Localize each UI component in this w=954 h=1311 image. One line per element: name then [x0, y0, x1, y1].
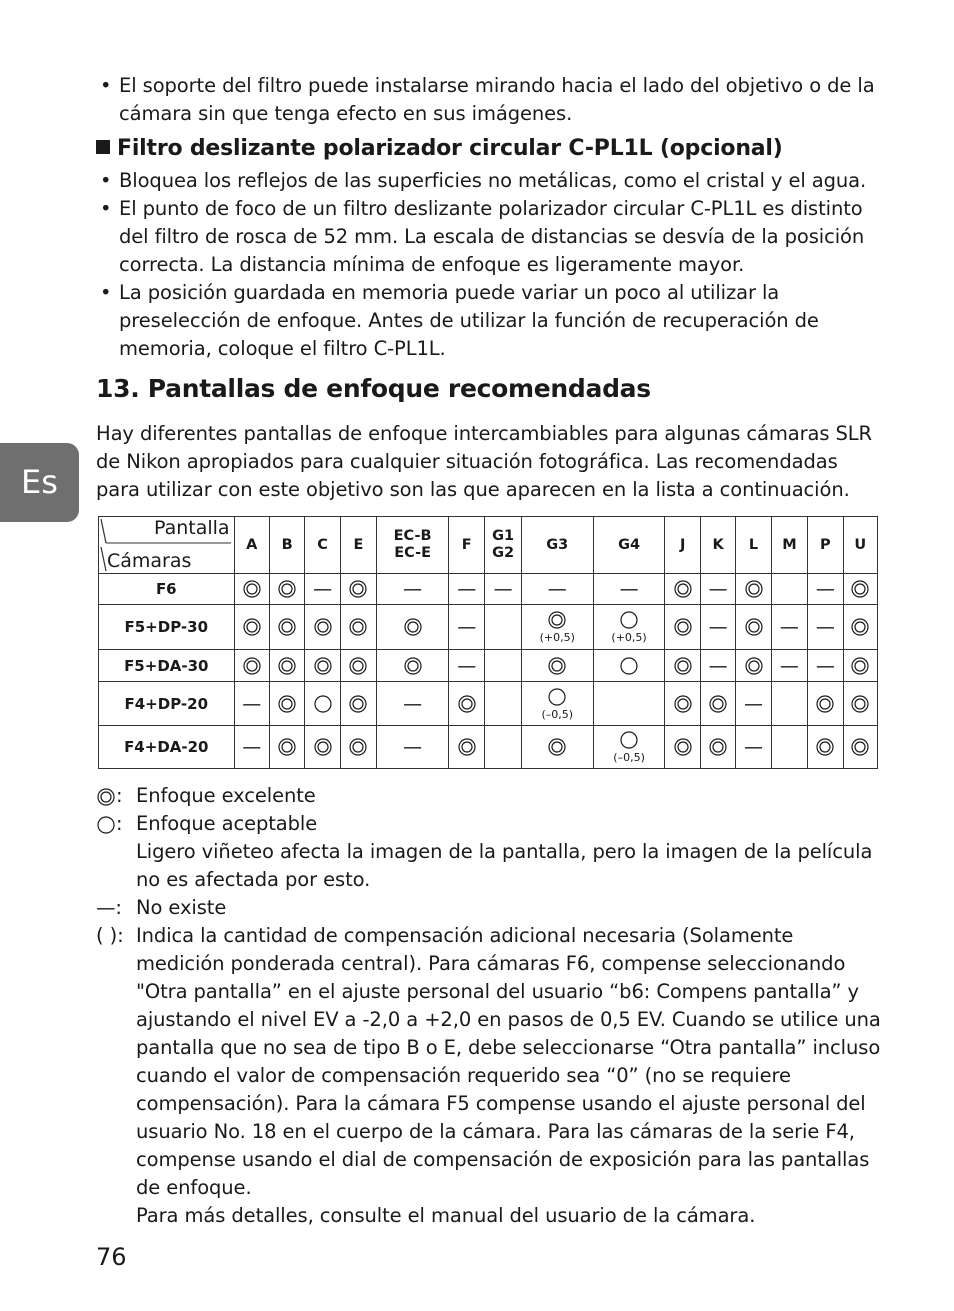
- compat-cell: [593, 682, 665, 726]
- compat-cell: [771, 605, 807, 650]
- filter-heading-text: Filtro deslizante polarizador circular C-PL1L (opcional): [117, 136, 783, 161]
- compat-cell: [665, 574, 700, 605]
- compat-cell: [485, 605, 521, 650]
- compat-cell: [377, 726, 449, 769]
- excellent-focus-icon: [277, 656, 297, 676]
- compat-cell: [269, 726, 304, 769]
- compensation-note: (+0,5): [539, 631, 575, 644]
- legend-acceptable-detail: Ligero viñeteo afecta la imagen de la pantalla, pero la imagen de la película no es afectada por esto.: [136, 840, 873, 891]
- corner-label-screens: Pantalla: [153, 517, 230, 539]
- compat-cell: [305, 682, 340, 726]
- excellent-focus-icon: [708, 694, 728, 714]
- compat-cell: [593, 650, 665, 682]
- column-header: U: [843, 517, 877, 574]
- not-available-dash: —: [493, 578, 513, 600]
- column-header: E: [340, 517, 376, 574]
- compat-cell: [593, 574, 665, 605]
- legend-key: :: [96, 810, 136, 838]
- excellent-focus-icon: [673, 617, 693, 637]
- not-available-dash: —: [242, 692, 262, 715]
- excellent-focus-icon: [403, 656, 423, 676]
- legend-paren: [96, 922, 886, 1202]
- bullet-item: • El soporte del filtro puede instalarse mirando hacia el lado del objetivo o de la cámara sin que tenga efecto en sus imágenes.: [100, 72, 880, 128]
- not-available-dash: —: [242, 736, 262, 758]
- legend-none-text: No existe: [136, 896, 227, 919]
- compat-cell: [808, 682, 843, 726]
- compat-cell: [340, 605, 376, 650]
- camera-label: F5+DA-30: [99, 650, 235, 682]
- excellent-focus-icon: [850, 694, 870, 714]
- compat-cell: [736, 726, 771, 769]
- compat-cell: [340, 682, 376, 726]
- excellent-focus-icon: [348, 656, 368, 676]
- excellent-focus-icon: [277, 737, 297, 757]
- camera-label: F4+DA-20: [99, 726, 235, 769]
- compat-cell: [521, 682, 593, 726]
- excellent-focus-icon: [348, 694, 368, 714]
- excellent-focus-icon: [673, 656, 693, 676]
- compat-cell: [521, 574, 593, 605]
- legend-excellent: [96, 782, 886, 810]
- not-available-dash: —: [313, 578, 333, 600]
- excellent-focus-icon: [313, 617, 333, 637]
- compat-cell: [234, 726, 269, 769]
- compat-cell: [736, 650, 771, 682]
- compat-cell: [340, 574, 376, 605]
- not-available-dash: —: [815, 616, 835, 638]
- compat-cell: [736, 605, 771, 650]
- compat-cell: [808, 726, 843, 769]
- corner-label-cameras: Cámaras: [107, 550, 192, 572]
- not-available-dash: —: [708, 616, 728, 638]
- compat-cell: [771, 574, 807, 605]
- compat-cell: [700, 650, 735, 682]
- excellent-focus-icon: [708, 737, 728, 757]
- compat-cell: [269, 650, 304, 682]
- excellent-focus-icon: [313, 737, 333, 757]
- column-header: G3: [521, 517, 593, 574]
- legend-key: —:: [96, 896, 122, 919]
- not-available-dash: —: [779, 616, 799, 638]
- compat-cell: [771, 726, 807, 769]
- excellent-focus-icon: [547, 737, 567, 757]
- section-intro: Hay diferentes pantallas de enfoque intercambiables para algunas cámaras SLR de Nikon apropiados para cualquier situación fotográfica. Las recomendadas para utilizar con este objetivo son las que aparecen en la lista a continuación.: [96, 422, 872, 501]
- compensation-note: (–0,5): [613, 751, 645, 764]
- compat-cell: [665, 650, 700, 682]
- table-row: [99, 726, 878, 769]
- column-header: G1 G2: [485, 517, 521, 574]
- compat-cell: [377, 682, 449, 726]
- compat-cell: [305, 574, 340, 605]
- bullet-item: • Bloquea los reflejos de las superficies no metálicas, como el cristal y el agua.: [100, 167, 880, 195]
- legend-key: ( ):: [96, 924, 124, 947]
- compat-cell: [340, 726, 376, 769]
- excellent-focus-icon: [850, 656, 870, 676]
- not-available-dash: —: [708, 654, 728, 677]
- not-available-dash: —: [403, 692, 423, 715]
- legend-paren-text: Indica la cantidad de compensación adicional necesaria (Solamente medición ponderada central). Para cámaras F6, compense seleccionando "Otra pantalla” en el ajuste personal del usuario “b6: Compens pantalla” y ajustando el nivel EV a -2,0 a +2,0 en pasos de 0,5 EV. Cuando se utilice una pantalla que no sea de tipo B o E, debe seleccionarse “Otra pantalla” incluso cuando el valor de compensación requerido sea “0” (no se requiere compensación). Para la cámara F5 compense usando el ajuste personal del usuario No. 18 en el cuerpo de la cámara. Para las cámaras de la serie F4, compense usando el dial de compensación de exposición para las pantallas de enfoque.: [136, 924, 881, 1199]
- excellent-focus-icon: [673, 694, 693, 714]
- compat-cell: [234, 574, 269, 605]
- compat-cell: [449, 726, 485, 769]
- excellent-focus-icon: [850, 617, 870, 637]
- excellent-focus-icon: [457, 694, 477, 714]
- camera-label: F6: [99, 574, 235, 605]
- compat-cell: [305, 605, 340, 650]
- excellent-focus-icon: [242, 617, 262, 637]
- compat-cell: [377, 650, 449, 682]
- compat-cell: [593, 605, 665, 650]
- focusing-screen-table: [98, 516, 878, 769]
- excellent-focus-icon: [673, 579, 693, 599]
- not-available-dash: —: [547, 578, 567, 600]
- compat-cell: [485, 682, 521, 726]
- excellent-focus-icon: [673, 737, 693, 757]
- table-row: [99, 605, 878, 650]
- legend-none: [96, 894, 886, 922]
- excellent-focus-icon: [815, 694, 835, 714]
- compat-cell: [521, 726, 593, 769]
- compat-cell: [736, 574, 771, 605]
- excellent-focus-icon: [242, 656, 262, 676]
- table-row: [99, 682, 878, 726]
- not-available-dash: —: [457, 616, 477, 638]
- excellent-focus-icon: [96, 787, 116, 807]
- compat-cell: [700, 682, 735, 726]
- acceptable-focus-icon: [313, 694, 333, 714]
- compat-cell: [665, 605, 700, 650]
- acceptable-focus-icon: [619, 656, 639, 676]
- legend-acceptable-text: Enfoque aceptable: [136, 812, 318, 835]
- excellent-focus-icon: [547, 656, 567, 676]
- compensation-note: (–0,5): [541, 707, 574, 721]
- acceptable-focus-icon: [619, 610, 639, 630]
- column-header: B: [269, 517, 304, 574]
- acceptable-focus-icon: [547, 687, 567, 707]
- column-header: A: [234, 517, 269, 574]
- compat-cell: [736, 682, 771, 726]
- table-row: [99, 650, 878, 682]
- compat-cell: [449, 682, 485, 726]
- not-available-dash: —: [403, 578, 423, 600]
- bullet-item: • El punto de foco de un filtro deslizante polarizador circular C-PL1L es distinto del filtro de rosca de 52 mm. La escala de distancias se desvía de la posición correcta. La distancia mínima de enfoque es ligeramente mayor.: [100, 195, 880, 279]
- compat-cell: [665, 726, 700, 769]
- compat-cell: [234, 682, 269, 726]
- column-header: C: [305, 517, 340, 574]
- column-header: F: [449, 517, 485, 574]
- compat-cell: [843, 605, 877, 650]
- compat-cell: [700, 574, 735, 605]
- column-header: J: [665, 517, 700, 574]
- excellent-focus-icon: [744, 617, 764, 637]
- not-available-dash: —: [744, 692, 763, 715]
- language-tab: Es: [0, 443, 79, 522]
- compat-cell: [808, 650, 843, 682]
- excellent-focus-icon: [242, 579, 262, 599]
- compat-cell: [234, 605, 269, 650]
- compat-cell: [521, 650, 593, 682]
- column-header: M: [771, 517, 807, 574]
- not-available-dash: —: [779, 654, 799, 677]
- compat-cell: [521, 605, 593, 650]
- not-available-dash: —: [619, 578, 639, 600]
- corner-cell: [99, 517, 235, 574]
- excellent-focus-icon: [850, 737, 870, 757]
- compat-cell: [269, 682, 304, 726]
- not-available-dash: —: [457, 578, 477, 600]
- not-available-dash: —: [815, 654, 835, 677]
- column-header: K: [700, 517, 735, 574]
- compat-cell: [665, 682, 700, 726]
- compat-cell: [771, 650, 807, 682]
- legend-acceptable: [96, 810, 886, 838]
- table-header-row: [99, 517, 878, 574]
- legend-more-info: Para más detalles, consulte el manual del usuario de la cámara.: [136, 1204, 756, 1227]
- compat-cell: [269, 605, 304, 650]
- excellent-focus-icon: [277, 617, 297, 637]
- excellent-focus-icon: [403, 617, 423, 637]
- not-available-dash: —: [708, 578, 728, 600]
- excellent-focus-icon: [348, 617, 368, 637]
- compat-cell: [593, 726, 665, 769]
- compat-cell: [269, 574, 304, 605]
- camera-label: F4+DP-20: [99, 682, 235, 726]
- legend-excellent-text: Enfoque excelente: [136, 784, 316, 807]
- compat-cell: [843, 726, 877, 769]
- excellent-focus-icon: [850, 579, 870, 599]
- excellent-focus-icon: [744, 656, 764, 676]
- excellent-focus-icon: [457, 737, 477, 757]
- top-bullet-list: [100, 72, 880, 128]
- section-title: 13. Pantallas de enfoque recomendadas: [96, 374, 651, 403]
- compat-cell: [377, 574, 449, 605]
- page-number: 76: [96, 1243, 127, 1271]
- table-row: [99, 574, 878, 605]
- square-bullet-icon: [96, 140, 110, 154]
- compat-cell: [449, 574, 485, 605]
- excellent-focus-icon: [277, 694, 297, 714]
- compat-cell: [808, 605, 843, 650]
- compat-cell: [305, 726, 340, 769]
- compat-cell: [771, 682, 807, 726]
- camera-label: F5+DP-30: [99, 605, 235, 650]
- column-header: EC-B EC-E: [377, 517, 449, 574]
- not-available-dash: —: [815, 578, 835, 600]
- compat-cell: [843, 650, 877, 682]
- not-available-dash: —: [457, 654, 477, 677]
- not-available-dash: —: [403, 736, 423, 758]
- compat-cell: [485, 726, 521, 769]
- filter-bullet-list: [100, 167, 880, 363]
- compat-cell: [377, 605, 449, 650]
- acceptable-focus-icon: [96, 815, 116, 835]
- compat-cell: [485, 574, 521, 605]
- filter-heading: [96, 136, 783, 161]
- column-header: L: [736, 517, 771, 574]
- compat-cell: [305, 650, 340, 682]
- excellent-focus-icon: [313, 656, 333, 676]
- excellent-focus-icon: [744, 579, 764, 599]
- compat-cell: [700, 605, 735, 650]
- compat-cell: [449, 650, 485, 682]
- compat-cell: [843, 682, 877, 726]
- compat-cell: [234, 650, 269, 682]
- excellent-focus-icon: [815, 737, 835, 757]
- compat-cell: [808, 574, 843, 605]
- acceptable-focus-icon: [619, 730, 639, 750]
- legend-key: :: [96, 782, 136, 810]
- column-header: P: [808, 517, 843, 574]
- excellent-focus-icon: [277, 579, 297, 599]
- compensation-note: (+0,5): [611, 631, 647, 644]
- excellent-focus-icon: [348, 579, 368, 599]
- legend: [96, 782, 886, 1230]
- not-available-dash: —: [744, 736, 763, 758]
- compat-cell: [485, 650, 521, 682]
- column-header: G4: [593, 517, 665, 574]
- excellent-focus-icon: [547, 610, 567, 630]
- compat-cell: [843, 574, 877, 605]
- compat-cell: [340, 650, 376, 682]
- bullet-item: • La posición guardada en memoria puede variar un poco al utilizar la preselección de enfoque. Antes de utilizar la función de recuperación de memoria, coloque el filtro C-PL1L.: [100, 279, 880, 363]
- excellent-focus-icon: [348, 737, 368, 757]
- compat-cell: [449, 605, 485, 650]
- compat-cell: [700, 726, 735, 769]
